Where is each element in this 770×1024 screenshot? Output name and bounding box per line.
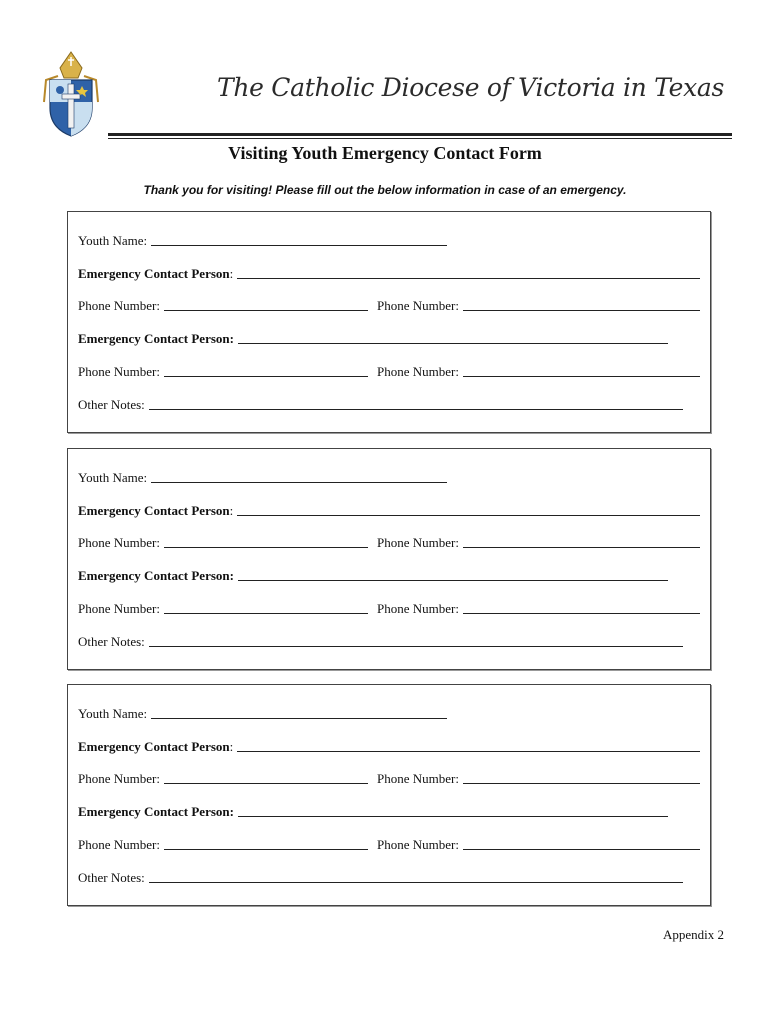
emergency-contact-row [78,739,700,755]
emergency-contact-label: Emergency Contact Person: [78,804,234,819]
diocese-crest-icon [38,50,104,138]
diocese-title: The Catholic Diocese of Victoria in Texas [216,73,724,102]
emergency-contact-field[interactable] [238,342,668,344]
phone-label: Phone Number: [376,298,459,313]
youth-entry-box-3 [67,684,711,906]
other-notes-field[interactable] [149,645,683,647]
youth-entry-box-2 [67,448,711,670]
emergency-contact-label: Emergency Contact Person [78,503,230,518]
phone-field[interactable] [164,546,368,548]
phone-label: Phone Number: [376,601,459,616]
youth-name-field[interactable] [151,244,447,246]
phone-label: Phone Number: [376,771,459,786]
phone-label: Phone Number: [376,837,459,852]
youth-name-label: Youth Name: [78,470,148,485]
phone-label: Phone Number: [78,364,160,379]
youth-name-field[interactable] [151,481,447,483]
other-notes-row [78,870,700,886]
phone-field[interactable] [463,546,700,548]
phone-field[interactable] [164,782,368,784]
emergency-contact-label: Emergency Contact Person: [78,331,234,346]
phone-field[interactable] [164,848,368,850]
phone-field[interactable] [463,612,700,614]
phone-label: Phone Number: [376,364,459,379]
phone-field[interactable] [463,782,700,784]
phone-field[interactable] [463,375,700,377]
youth-name-field[interactable] [151,717,447,719]
youth-name-row [78,470,700,486]
other-notes-label: Other Notes: [78,397,145,412]
phone-label: Phone Number: [78,535,160,550]
appendix-label: Appendix 2 [662,927,724,942]
phone-label: Phone Number: [78,837,160,852]
form-title: Visiting Youth Emergency Contact Form [228,143,542,163]
emergency-contact-row [78,568,700,584]
emergency-contact-row [78,331,700,347]
other-notes-label: Other Notes: [78,870,145,885]
emergency-contact-label: Emergency Contact Person: [78,568,234,583]
emergency-contact-row [78,266,700,282]
phone-label: Phone Number: [376,535,459,550]
emergency-contact-row [78,804,700,820]
phone-label: Phone Number: [78,771,160,786]
phone-field[interactable] [164,612,368,614]
emergency-contact-colon: : [229,503,234,518]
phone-row [78,601,700,617]
form-instructions: Thank you for visiting! Please fill out the below information in case of an emergency. [143,183,627,197]
emergency-contact-field[interactable] [237,514,700,516]
phone-field[interactable] [164,309,368,311]
phone-label: Phone Number: [78,298,160,313]
emergency-contact-colon: : [229,266,234,281]
header-rule-thin [108,138,732,139]
youth-name-label: Youth Name: [78,706,148,721]
phone-row [78,298,700,314]
emergency-contact-colon: : [229,739,234,754]
other-notes-label: Other Notes: [78,634,145,649]
youth-name-row [78,233,700,249]
phone-row [78,535,700,551]
phone-field[interactable] [463,309,700,311]
other-notes-field[interactable] [149,881,683,883]
emergency-contact-label: Emergency Contact Person [78,266,230,281]
phone-row [78,364,700,380]
youth-entry-box-1 [67,211,711,433]
youth-name-row [78,706,700,722]
other-notes-row [78,634,700,650]
emergency-contact-field[interactable] [237,277,700,279]
emergency-contact-field[interactable] [238,579,668,581]
phone-field[interactable] [463,848,700,850]
header-rule-thick [108,133,732,136]
phone-label: Phone Number: [78,601,160,616]
emergency-contact-row [78,503,700,519]
phone-row [78,771,700,787]
emergency-contact-field[interactable] [237,750,700,752]
phone-field[interactable] [164,375,368,377]
youth-name-label: Youth Name: [78,233,148,248]
phone-row [78,837,700,853]
emergency-contact-field[interactable] [238,815,668,817]
other-notes-row [78,397,700,413]
other-notes-field[interactable] [149,408,683,410]
emergency-contact-label: Emergency Contact Person [78,739,230,754]
